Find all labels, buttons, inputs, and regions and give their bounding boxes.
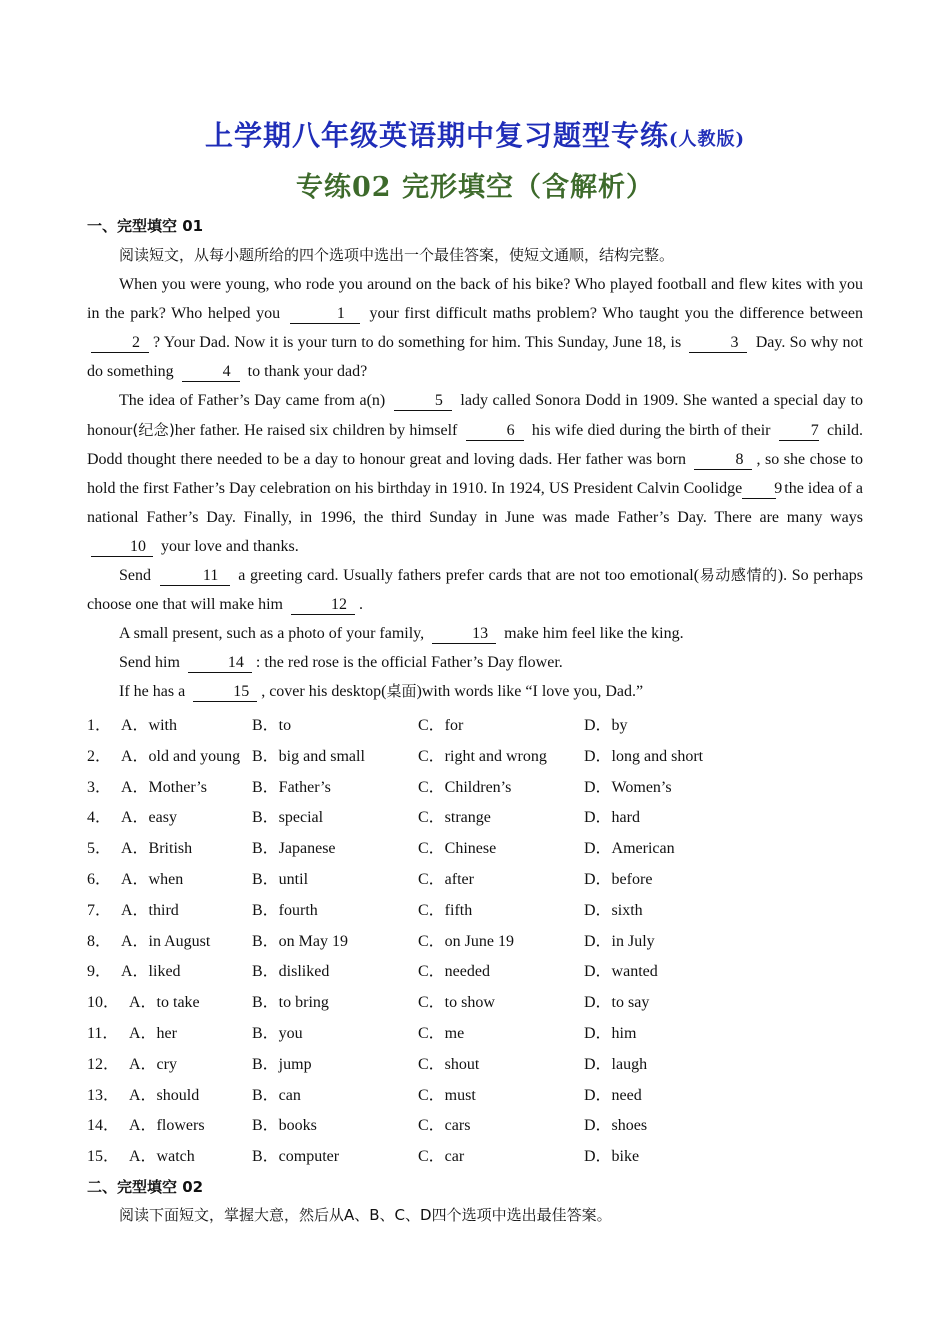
- question-number: 3．: [87, 778, 112, 796]
- option-c: C．me: [418, 1024, 465, 1042]
- option-a: A．Mother’s: [121, 778, 207, 796]
- option-a: A．watch: [129, 1148, 195, 1166]
- option-c: C．after: [418, 870, 474, 888]
- option-row: [87, 711, 867, 742]
- option-d: D．bike: [584, 1148, 640, 1166]
- option-a: A．should: [129, 1086, 200, 1104]
- section1-instruction: 阅读短文，从每小题所给的四个选项中选出一个最佳答案，使短文通顺，结构完整。: [119, 246, 675, 264]
- option-c: C．needed: [418, 963, 490, 981]
- paragraph-3: Send 11 a greeting card. Usually fathers prefer cards that are not too emotional(易动感情的). So perhaps choose one that will make him 12 .: [87, 566, 864, 614]
- option-b: B．to bring: [252, 994, 329, 1012]
- option-a: A．easy: [121, 809, 177, 827]
- option-d: D．him: [584, 1024, 637, 1042]
- option-d: D．American: [584, 840, 675, 858]
- question-number: 6．: [87, 870, 112, 888]
- question-number: 15．: [87, 1148, 120, 1166]
- page-subtitle: 专练02 完形填空（含解析）: [296, 172, 654, 203]
- option-c: C．Children’s: [418, 778, 512, 796]
- paragraph-1: When you were young, who rode you around on the back of his bike? Who played football and flew kites with you in the park? Who helped you 1 your first difficult maths problem? Who taught you the difference between 2 ? Your Dad. Now it is your turn to do something for him. This Sunday, June 18, is 3 Day. So why not do something 4 to thank your dad?: [87, 276, 864, 381]
- question-number: 1．: [87, 717, 112, 734]
- option-d: D．Women’s: [584, 778, 672, 796]
- option-d: D．by: [584, 717, 628, 734]
- option-c: C．fifth: [418, 901, 473, 919]
- blank-15: 15: [193, 683, 257, 702]
- passage: [87, 241, 863, 707]
- option-a: A．to take: [129, 994, 200, 1012]
- option-a: A．flowers: [129, 1117, 205, 1135]
- option-row: [87, 742, 867, 773]
- question-number: 10．: [87, 994, 120, 1012]
- option-d: D．wanted: [584, 963, 658, 981]
- blank-1: 1: [290, 305, 360, 324]
- question-number: 5．: [87, 840, 112, 858]
- title-main: 上学期八年级英语期中复习题型专练: [204, 119, 669, 152]
- option-row: [87, 896, 867, 927]
- blank-8: 8: [694, 451, 752, 470]
- question-number: 12．: [87, 1055, 120, 1073]
- blank-11: 11: [160, 567, 230, 586]
- option-c: C．right and wrong: [418, 747, 547, 765]
- option-b: B．Japanese: [252, 840, 336, 858]
- blank-14: 14: [188, 654, 252, 673]
- paragraph-2: The idea of Father’s Day came from a(n) 5 lady called Sonora Dodd in 1909. She wanted a special day to honour(纪念)her father. He raised six children by himself 6 his wife died during the birth of their 7 child. Dodd thought there needed to be a day to honour great and loving dads. Her father was born 8 , so she chose to hold the first Father’s Day celebration on his birthday in 1910. In 1924, US President Calvin Coolidge 9 the idea of a national Father’s Day. Finally, in 1996, the third Sunday in June was made Father’s Day. There are many ways 10 your love and thanks.: [87, 392, 864, 555]
- option-a: A．liked: [121, 963, 181, 981]
- option-b: B．can: [252, 1086, 301, 1104]
- option-b: B．you: [252, 1024, 303, 1042]
- option-c: C．must: [418, 1086, 476, 1104]
- option-a: A．old and young: [121, 747, 241, 765]
- option-b: B．fourth: [252, 901, 318, 919]
- option-d: D．sixth: [584, 901, 643, 919]
- paragraph-4: A small present, such as a photo of your family, 13 make him feel like the king.: [119, 625, 684, 643]
- option-b: B．computer: [252, 1148, 340, 1166]
- question-number: 14．: [87, 1117, 120, 1135]
- option-a: A．when: [121, 870, 184, 888]
- option-d: D．need: [584, 1086, 642, 1104]
- option-a: A．with: [121, 717, 178, 734]
- option-b: B．special: [252, 809, 324, 827]
- option-row: [87, 1019, 867, 1050]
- option-a: A．in August: [121, 932, 211, 950]
- option-row: [87, 1111, 867, 1142]
- option-d: D．laugh: [584, 1055, 648, 1073]
- section2-instruction: 阅读下面短文，掌握大意，然后从A、B、C、D四个选项中选出最佳答案。: [119, 1206, 612, 1224]
- option-d: D．before: [584, 870, 653, 888]
- option-a: A．cry: [129, 1055, 177, 1073]
- option-c: C．cars: [418, 1117, 471, 1135]
- option-c: C．Chinese: [418, 840, 497, 858]
- option-a: A．her: [129, 1024, 177, 1042]
- blank-7: 7: [779, 422, 819, 441]
- option-row: [87, 773, 867, 804]
- blank-5: 5: [394, 392, 452, 411]
- question-number: 4．: [87, 809, 112, 827]
- paragraph-5: Send him 14 : the red rose is the official Father’s Day flower.: [119, 654, 563, 672]
- option-row: [87, 988, 867, 1019]
- question-number: 8．: [87, 932, 112, 950]
- option-b: B．until: [252, 870, 309, 888]
- blank-2: 2: [91, 334, 149, 353]
- option-d: D．long and short: [584, 747, 704, 765]
- paragraph-6: If he has a 15 , cover his desktop(桌面)with words like “I love you, Dad.”: [119, 682, 644, 701]
- option-d: D．shoes: [584, 1117, 648, 1135]
- option-b: B．big and small: [252, 747, 365, 765]
- option-b: B．disliked: [252, 963, 330, 981]
- option-b: B．Father’s: [252, 778, 331, 796]
- option-d: D．hard: [584, 809, 640, 827]
- option-row: [87, 1050, 867, 1081]
- option-b: B．on May 19: [252, 932, 349, 950]
- option-row: [87, 927, 867, 958]
- option-row: [87, 1081, 867, 1112]
- option-c: C．on June 19: [418, 932, 515, 950]
- blank-13: 13: [432, 625, 496, 644]
- option-a: A．third: [121, 901, 179, 919]
- option-c: C．for: [418, 717, 464, 734]
- option-d: D．to say: [584, 994, 650, 1012]
- blank-9: 9: [742, 480, 776, 499]
- section2-heading: 二、完型填空 02: [87, 1178, 204, 1196]
- option-b: B．jump: [252, 1055, 312, 1073]
- question-number: 7．: [87, 901, 112, 919]
- page-title: [0, 114, 950, 154]
- option-b: B．to: [252, 717, 292, 734]
- question-number: 2．: [87, 747, 112, 765]
- option-c: C．strange: [418, 809, 491, 827]
- option-c: C．car: [418, 1148, 465, 1166]
- title-edition: (人教版): [668, 129, 746, 150]
- question-number: 11．: [87, 1024, 119, 1042]
- blank-6: 6: [466, 422, 524, 441]
- blank-3: 3: [689, 334, 747, 353]
- option-row: [87, 865, 867, 896]
- question-number: 13．: [87, 1086, 120, 1104]
- option-b: B．books: [252, 1117, 317, 1135]
- option-row: [87, 957, 867, 988]
- option-c: C．shout: [418, 1055, 480, 1073]
- option-a: A．British: [121, 840, 193, 858]
- option-d: D．in July: [584, 932, 655, 950]
- option-row: [87, 803, 867, 834]
- option-c: C．to show: [418, 994, 495, 1012]
- blank-12: 12: [291, 596, 355, 615]
- option-row: [87, 1142, 867, 1173]
- blank-10: 10: [91, 538, 153, 557]
- blank-4: 4: [182, 363, 240, 382]
- options-list: [87, 711, 867, 1173]
- section1-heading: 一、完型填空 01: [87, 217, 204, 235]
- option-row: [87, 834, 867, 865]
- question-number: 9．: [87, 963, 112, 981]
